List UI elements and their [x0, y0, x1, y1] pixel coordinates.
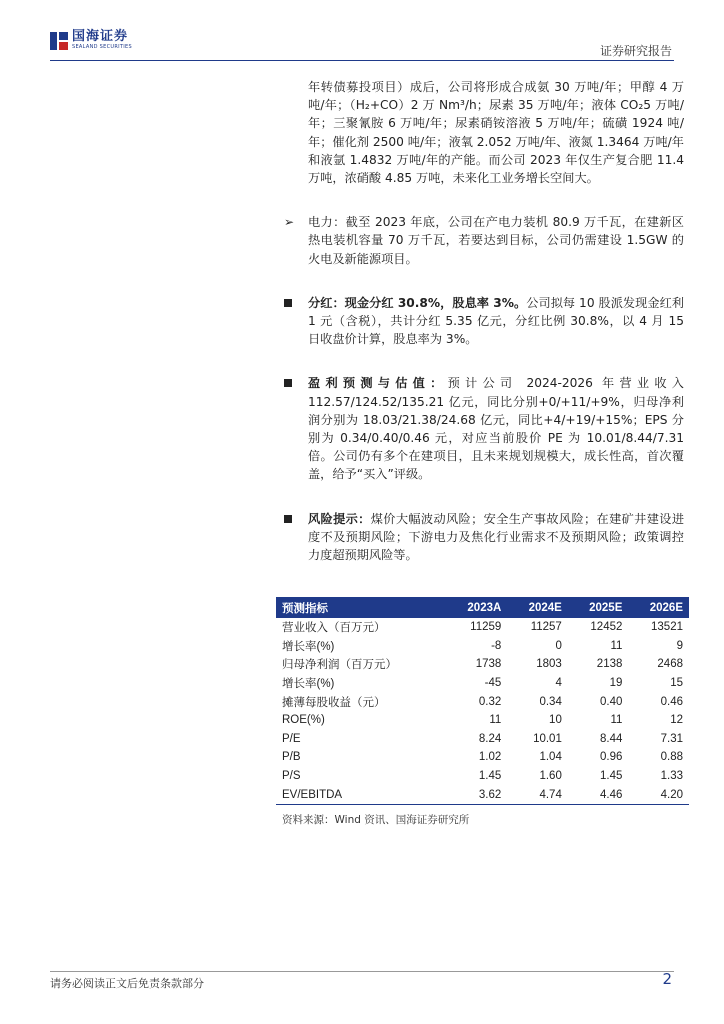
table-row: [276, 637, 689, 656]
value-cell: 1738: [475, 658, 502, 671]
report-body: [284, 78, 685, 564]
value-cell: 1.45: [478, 770, 502, 783]
table-header-row: [276, 597, 689, 618]
value-cell: 1803: [536, 658, 562, 671]
row-label-cell: 营业收入（百万元）: [282, 622, 386, 635]
row-label-cell: 增长率(%): [282, 640, 335, 653]
row-label-cell: 归母净利润（百万元）: [282, 659, 397, 672]
row-label-cell: 增长率(%): [282, 678, 335, 691]
value-cell: 0.32: [478, 695, 502, 708]
value-cell: 12: [670, 714, 683, 727]
risk-body: 煤价大幅波动风险；安全生产事故风险；在建矿井建设进度不及预期风险；下游电力及焦化行业需求不及预期风险；政策调控力度超预期风险等。: [308, 511, 685, 563]
value-cell: 1.02: [478, 751, 502, 764]
logo-name: 国海证券: [72, 29, 129, 44]
value-cell: 8.24: [478, 732, 502, 745]
table-row: [276, 748, 689, 767]
dividend-body: 公司拟每 10 股派发现金红利 1 元（含税），共计分红 5.35 亿元，分红比例 30.8%，以 4 月 15 日收盘价计算，股息率为 3%。: [308, 295, 684, 347]
value-cell: 15: [670, 677, 683, 690]
value-cell: 2138: [596, 658, 623, 671]
column-header: 2024E: [507, 597, 568, 618]
value-cell: 0.88: [660, 751, 683, 764]
value-cell: 4: [555, 677, 562, 690]
value-cell: 13521: [651, 621, 683, 634]
value-cell: 12452: [590, 621, 623, 634]
footer-disclaimer: 请务必阅读正文后免责条款部分: [50, 977, 204, 990]
header-divider: [50, 60, 674, 61]
column-header: 2025E: [568, 597, 629, 618]
logo-english-name: SEALAND SECURITIES: [72, 44, 132, 50]
forecast-paragraph: [308, 374, 684, 483]
risk-paragraph: [308, 510, 684, 565]
value-cell: 11259: [470, 621, 502, 634]
table-row: [276, 692, 689, 711]
column-header: 2023A: [446, 597, 507, 618]
value-cell: 11: [610, 639, 623, 652]
table-row: [276, 655, 689, 674]
logo-mark-icon: [50, 32, 68, 50]
value-cell: 1.45: [600, 770, 623, 783]
value-cell: 11: [610, 714, 623, 727]
value-cell: 19: [609, 677, 623, 690]
column-header: 预测指标: [276, 597, 446, 618]
value-cell: 3.62: [446, 785, 507, 804]
row-label-cell: P/B: [282, 751, 301, 764]
column-header: 2026E: [628, 597, 689, 618]
value-cell: 1.04: [539, 751, 562, 764]
arrow-bullet-icon: ➢: [284, 215, 295, 230]
table-source: 资料来源：Wind 资讯、国海证券研究所: [282, 814, 470, 826]
square-bullet-icon: [284, 299, 292, 307]
table-row: [276, 711, 689, 730]
power-paragraph: ➢ 电力：截至 2023 年底，公司在产电力装机 80.9 万千瓦，在建新区热电装机容量 70 万千瓦，若要达到目标，公司仍需建设 1.5GW 的火电及新能源项目。: [284, 215, 684, 266]
forecast-title: 盈利预测与估值：: [308, 376, 448, 391]
footer-divider: [50, 971, 674, 972]
value-cell: -45: [484, 677, 502, 690]
value-cell: 4.46: [568, 785, 629, 804]
row-label-cell: P/E: [282, 732, 301, 745]
square-bullet-icon: [284, 379, 292, 387]
forecast-table: [276, 597, 689, 805]
company-logo: [50, 30, 132, 51]
value-cell: 8.44: [600, 732, 623, 745]
table-row: [276, 785, 689, 804]
value-cell: 7.31: [660, 732, 683, 745]
square-bullet-icon: [284, 515, 292, 523]
chemical-capacity-paragraph: 年转债募投项目）成后，公司将形成合成氨 30 万吨/年；甲醇 4 万吨/年；（H₂+CO）2 万 Nm³/h；尿素 35 万吨/年；液体 CO₂5 万吨/年；三聚氰胺 6 万吨/年；尿素硝铵溶液 5 万吨/年；硫磺 1924 吨/年；催化剂 2500 吨/年；液氧 2.052 万吨/年、液氮 1.3464 万吨/年和液氩 1.4832 万吨/年的产能。而公司 2023 年仅生产复合肥 11.4 万吨，浓硝酸 4.85 万吨，未来化工业务增长空间大。: [308, 80, 684, 186]
dividend-paragraph: [308, 294, 684, 349]
value-cell: 1.60: [539, 770, 562, 783]
report-type-label: 证券研究报告: [599, 44, 672, 58]
value-cell: 2468: [657, 658, 683, 671]
table-row: [276, 767, 689, 786]
row-label-cell: EV/EBITDA: [276, 785, 446, 804]
value-cell: 1.33: [660, 770, 683, 783]
value-cell: 10: [549, 714, 562, 727]
value-cell: 10.01: [533, 732, 562, 745]
page-number: 2: [662, 970, 672, 988]
value-cell: 9: [676, 639, 683, 652]
value-cell: 11257: [530, 621, 562, 634]
risk-title: 风险提示：: [308, 511, 371, 526]
value-cell: -8: [491, 639, 502, 652]
value-cell: 0.46: [660, 695, 683, 708]
value-cell: 4.20: [628, 785, 689, 804]
value-cell: 11: [489, 714, 502, 727]
value-cell: 0: [555, 639, 562, 652]
row-label-cell: P/S: [282, 770, 301, 783]
value-cell: 0.40: [600, 695, 623, 708]
value-cell: 0.34: [539, 695, 562, 708]
row-label-cell: 摊薄每股收益（元）: [282, 696, 386, 709]
forecast-body: 预计公司 2024-2026 年营业收入 112.57/124.52/135.21 亿元，同比分别+0/+11/+9%，归母净利润分别为 18.03/21.38/24.68 亿元，同比+4/+19/+15%；EPS 分别为 0.34/0.40/0.46 元，对应当前股价 PE 为 10.01/8.44/7.31 倍。公司仍有多个在建项目，且未来规划规模大，成长性高，首次覆盖，给予“买入”评级。: [308, 376, 684, 482]
dividend-title: 分红：现金分红 30.8%，股息率 3%。: [308, 295, 527, 310]
table-row: [276, 618, 689, 637]
value-cell: 4.74: [507, 785, 568, 804]
table-row: [276, 674, 689, 693]
row-label-cell: ROE(%): [282, 714, 325, 727]
table-row: [276, 730, 689, 749]
value-cell: 0.96: [600, 751, 623, 764]
